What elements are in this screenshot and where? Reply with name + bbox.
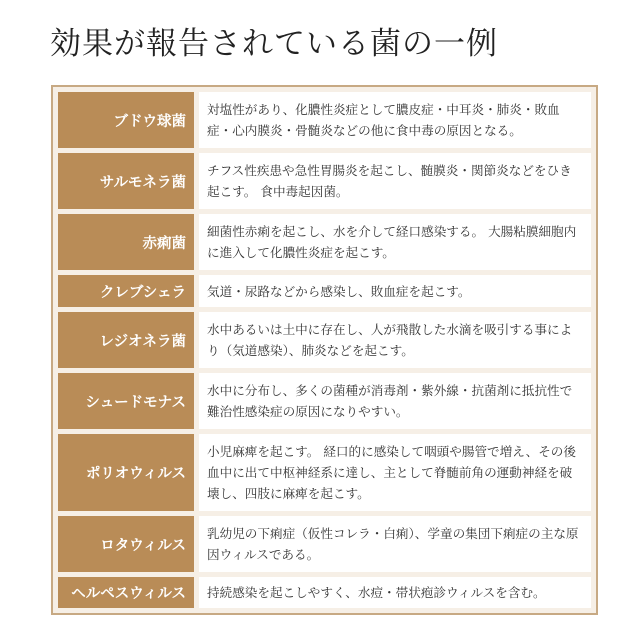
table-row-klebsiella [58,275,591,307]
bacteria-description: 水中に分布し、多くの菌種が消毒剤・紫外線・抗菌剤に抵抗性で難治性感染症の原因になりやすい。 [199,373,591,429]
bacteria-description: 小児麻痺を起こす。 経口的に感染して咽頭や腸管で増え、その後血中に出て中枢神経系に達し、主として脊髄前角の運動神経を破壊し、四肢に麻痺を起こす。 [199,434,591,511]
bacteria-name: ヘルペスウィルス [58,577,194,608]
bacteria-table [51,85,598,615]
bacteria-description: チフス性疾患や急性胃腸炎を起こし、髄膜炎・関節炎などをひき起こす。 食中毒起因菌。 [199,153,591,209]
bacteria-description: 乳幼児の下痢症（仮性コレラ・白痢）、学童の集団下痢症の主な原因ウィルスである。 [199,516,591,572]
bacteria-description: 気道・尿路などから感染し、敗血症を起こす。 [199,275,591,307]
table-row-rotavirus [58,516,591,572]
table-row-herpesvirus [58,577,591,608]
page-title: 効果が報告されている菌の一例 [50,26,498,62]
bacteria-name: ポリオウィルス [58,434,194,511]
bacteria-description: 水中あるいは土中に存在し、人が飛散した水滴を吸引する事により（気道感染）、肺炎などを起こす。 [199,312,591,368]
table-row-pseudomonas [58,373,591,429]
bacteria-name: サルモネラ菌 [58,153,194,209]
bacteria-description: 対塩性があり、化膿性炎症として膿皮症・中耳炎・肺炎・敗血症・心内膜炎・骨髄炎などの他に食中毒の原因となる。 [199,92,591,148]
table-row-staphylococcus [58,92,591,148]
bacteria-description: 持続感染を起こしやすく、水痘・帯状疱診ウィルスを含む。 [199,577,591,608]
bacteria-name: ロタウィルス [58,516,194,572]
table-row-poliovirus [58,434,591,511]
bacteria-name: クレブシェラ [58,275,194,307]
bacteria-description: 細菌性赤痢を起こし、水を介して経口感染する。 大腸粘膜細胞内に進入して化膿性炎症を起こす。 [199,214,591,270]
bacteria-name: 赤痢菌 [58,214,194,270]
bacteria-name: レジオネラ菌 [58,312,194,368]
table-row-salmonella [58,153,591,209]
bacteria-name: シュードモナス [58,373,194,429]
table-row-shigella [58,214,591,270]
bacteria-name: ブドウ球菌 [58,92,194,148]
table-row-legionella [58,312,591,368]
